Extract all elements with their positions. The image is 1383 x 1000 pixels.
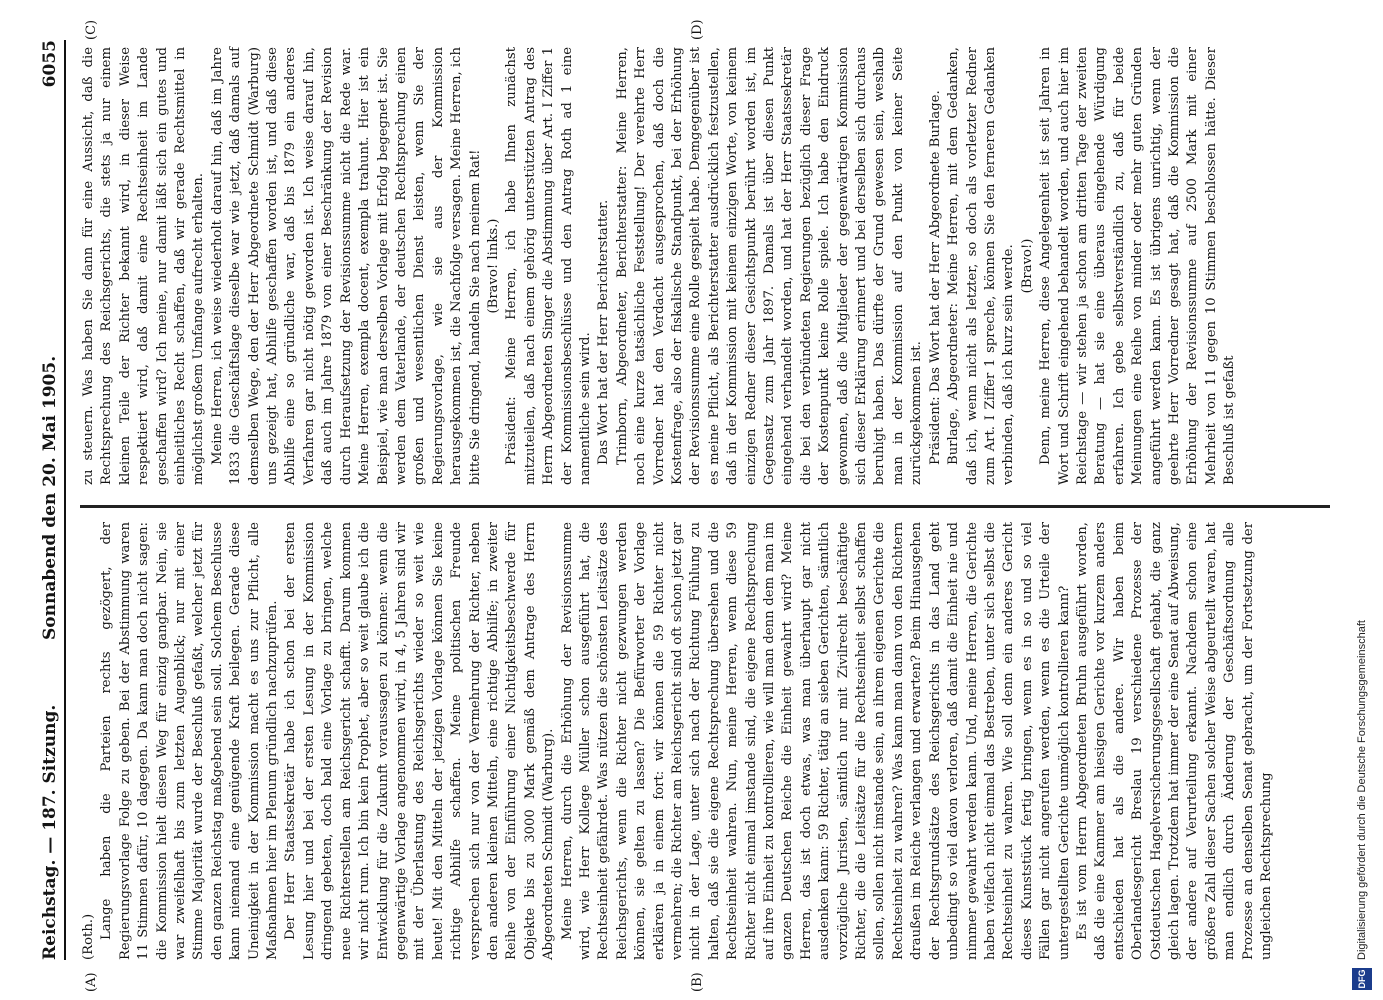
header-date: Sonnabend den 20. Mai 1905. <box>40 355 60 640</box>
dfg-logo: DFG <box>1352 968 1372 990</box>
paragraph: Trimborn, Abgeordneter, Berichterstatter: Meine Herren, noch eine kurze tatsächliche Feststellung! Der verehrte Herr Vorredner hat den Verdacht ausgesprochen, daß doch die Kostenfrage, also der fiskalische Standpunkt, bei der Erhöhung der Revisionssumme eine Rolle gespielt habe. Demgegenüber ist es meine Pflicht, als Berichterstatter ausdrücklich festzustellen, daß in der Kommission mit keinem einzigen Worte, von keinem einzigen Redner dieser Gesichtspunkt berührt worden ist, im Gegensatz zum Jahr 1897. Damals ist über diesen Punkt eingehend verhandelt worden, und hat der Herr Staatssekretär die bei den verbündeten Regierungen bezüglich dieser Frage der Kostenpunkt keine Rolle spiele. Ich habe den Eindruck gewonnen, daß die Mitglieder der gegenwärtigen Kommission sich dieser Erklärung erinnert und bei derselben sich durchaus beruhigt haben. Das dürfte der Grund gewesen sein, weshalb man in der Kommission auf den Punkt von keiner Seite zurückgekommen ist. <box>614 47 925 485</box>
paragraph: (Roth.) <box>81 913 96 960</box>
header-left: Reichstag. — 187. Sitzung. <box>40 704 60 960</box>
digitization-credit <box>1350 0 1380 990</box>
credit-text: Digitalisierung gefördert durch die Deutsche Forschungsgemeinschaft <box>1356 620 1368 960</box>
text-column-left <box>80 522 1276 960</box>
page-header <box>18 40 68 960</box>
margin-mark-a: (A) <box>84 972 99 992</box>
paragraph: Meine Herren, ich weise wiederholt darauf hin, daß im Jahre 1833 die Geschäftslage dieselbe war wie jetzt, daß damals auf demselben Wege, den der Herr Abgeordnete Schmidt (Warburg) uns gezeigt hat, Abhilfe geschaffen worden ist, und daß diese Abhilfe eine so gründliche war, daß bis 1879 ein anderes Verfahren gar nicht nötig geworden ist. Ich weise darauf hin, daß auch im Jahre 1879 von einer Beschränkung der Revision durch Heraufsetzung der Revisionssumme nicht die Rede war. Meine Herren, exempla docent, exempla trahunt. Hier ist ein Beispiel, wie man derselben Vorlage mit Erfolg begegnet ist. Sie werden dem Vaterlande, der deutschen Rechtsprechung einen großen und wesentlichen Dienst leisten, wenn Sie der Regierungsvorlage, wie sie aus der Kommission herausgekommen ist, die Nachfolge versagen. Meine Herren, ich bitte Sie dringend, handeln Sie nach meinem Rat! <box>209 47 483 485</box>
text-column-right <box>80 47 1240 485</box>
paragraph: Der Herr Staatssekretär habe ich schon bei der ersten Lesung hier und bei der ersten Lesung in der Kommission dringend gebeten, doch bald eine Vorlage zu bringen, welche neue Richterstellen am Reichsgericht schafft. Darum kommen wir nicht rum. Ich bin kein Prophet, aber so weit glaube ich die Entwicklung für die Zukunft voraussagen zu können: wenn die gegenwärtige Vorlage angenommen wird, in 4, 5 Jahren sind wir mit der Überlastung des Reichsgerichts wieder so weit wie heute! Mit den Mitteln der jetzigen Vorlage können Sie keine richtige Abhilfe schaffen. Meine politischen Freunde versprechen sich nur von der Vermehrung der Richter, neben den anderen kleinen Mitteln, eine richtige Abhilfe; in zweiter Reihe von der Einführung einer Nichtigkeitsbeschwerde für Objekte bis zu 3000 Mark gemäß dem Antrage des Herrn Abgeordneten Schmidt (Warburg). <box>283 522 557 960</box>
interjection: (Bravo! links.) <box>485 218 501 314</box>
paragraph: Burlage, Abgeordneter: Meine Herren, mit dem Gedanken, daß ich, wenn nicht als letzter, so doch als vorletzter Redner zum Art. I Ziffer 1 spreche, können Sie den ferneren Gedanken verbinden, daß ich kurz sein werde. <box>946 47 1017 485</box>
paragraph: Präsident: Das Wort hat der Herr Abgeordnete Burlage. <box>927 90 943 465</box>
margin-mark-d: (D) <box>690 19 705 40</box>
paragraph: Das Wort hat der Herr Berichterstatter. <box>596 199 612 465</box>
margin-mark-b: (B) <box>690 972 705 992</box>
paragraph: Denn, meine Herren, diese Angelegenheit ist seit Jahren in Wort und Schrift eingehend behandelt worden, und auch hier im Reichstage — wir stehen ja schon am dritten Tage der zweiten Beratung — hat sie eine überaus eingehende Würdigung erfahren. Ich gebe selbstverständlich zu, daß für beide Meinungen eine Reihe von minder oder mehr guten Gründen angeführt werden kann. Es ist übrigens unrichtig, wenn der geehrte Herr Vorredner gesagt hat, daß die Kommission die Erhöhung der Revisionssumme auf 2500 Mark mit einer Mehrheit von 11 gegen 10 Stimmen beschlossen hätte. Dieser Beschluß ist gefaßt <box>1038 47 1238 485</box>
header-rule <box>64 40 66 960</box>
paragraph: Meine Herren, durch die Erhöhung der Revisionssumme wird, wie Herr Kollege Müller schon ausgeführt hat, die Rechtseinheit gefährdet. Was nützen die schönsten Leitsätze des Reichsgerichts, wenn die Richter nicht gezwungen werden können, sie gelten zu lassen? Die Befürworter der Vorlage erklären ja in einem fort: wir können die 59 Richter nicht vermehren; die Richter am Reichsgericht sind oft schon jetzt gar nicht in der Lage, unter sich nach der Richtung Fühlung zu halten, daß sie die eigene Rechtsprechung übersehen und die Rechtseinheit wahren. Nun, meine Herren, wenn diese 59 Richter nicht einmal imstande sind, die eigene Rechtsprechung auf ihre Einheit zu kontrollieren, wie will man denn dem man im ganzen Deutschen Reiche die Einheit gewahrt wird? Meine Herren, das ist doch etwas, was man überhaupt gar nicht ausdenken kann: 59 Richter, tätig an sieben Gerichten, sämtlich vorzügliche Juristen, sämtlich nur mit Zivilrecht beschäftigte Richter, die die Leitsätze für die Rechtseinheit selbst schaffen sollen, sollen nicht imstande sein, an ihrem eigenen Gerichte die Rechtseinheit zu wahren? Was kann man dann von den Richtern draußen im Reiche verlangen und erwarten? Beim Hinausgehen der Rechtsgrundsätze des Reichsgerichts in das Land geht unbedingt so viel davon verloren, daß damit die Einheit nie und nimmer gewahrt werden kann. Und, meine Herren, die Gerichte haben vielfach nicht einmal das Bestreben, unter sich selbst die Rechtseinheit zu wahren. Wie soll denn ein anderes Gericht dieses Kunststück fertig bringen, wenn es in so und so viel Fällen gar nicht angerufen werden, wenn es die Urteile der untergestellten Gerichte unmöglich kontrollieren kann? <box>559 522 1072 960</box>
column-rule <box>80 505 1330 508</box>
paragraph: Lange haben die Parteien rechts gezögert, der Regierungsvorlage Folge zu geben. Bei der Abstimmung waren 11 Stimmen dafür, 10 dagegen. Da kann man doch nicht sagen: die Kommission hielt diesen Weg für einzig gangbar. Nein, sie war zweifelhaft bis zum letzten Augenblick; nur mit einer Stimme Majorität wurde der Beschluß gefaßt, welcher jetzt für den ganzen Reichstag maßgebend sein soll. Solchem Beschlusse kann niemand eine genügende Kraft beilegen. Gerade diese Uneinigkeit in der Kommission macht es uns zur Pflicht, alle Maßnahmen hier im Plenum gründlich nachzuprüfen. <box>99 522 281 960</box>
paragraph: Es ist vom Herrn Abgeordneten Bruhn ausgeführt worden, daß die eine Kammer am hiesigen Gerichte vor kurzem anders entschieden hat als die andere. Wir haben beim Oberlandesgericht Breslau 19 verschiedene Prozesse der Ostdeutschen Hagelversicherungsgesellschaft gehabt, die ganz gleich lagen. Trotzdem hat immer der eine Senat auf Abweisung, der andere auf Verurteilung erkannt. Nachdem schon eine größere Zahl dieser Sachen solcher Weise abgeurteilt waren, hat man endlich durch Änderung der Geschäftsordnung alle Prozesse an denselben Senat gebracht, um der Fortsetzung der ungleichen Rechtsprechung <box>1074 522 1274 960</box>
paragraph: zu steuern. Was haben Sie dann für eine Aussicht, daß die Rechtsprechung des Reichsgerichts, die stets ja nur einem kleinen Teile der Richter bekannt wird, in dieser Weise respektiert wird, daß damit eine Rechtseinheit im Lande geschaffen wird? Ich meine, nur damit läßt sich ein gutes und einheitliches Recht schaffen, daß wir gerade Rechtsmittel in möglichst großem Umfange aufrecht erhalten. <box>81 47 207 485</box>
paragraph: Präsident: Meine Herren, ich habe Ihnen zunächst mitzuteilen, daß nach einem gehörig unterstützten Antrag des Herrn Abgeordneten Singer die Abstimmung über Art. I Ziffer 1 der Kommissionsbeschlüsse und den Antrag Roth ad 1 eine namentliche sein wird. <box>504 47 593 485</box>
margin-mark-c: (C) <box>84 19 99 40</box>
page-number: 6055 <box>40 40 60 88</box>
interjection: (Bravo!) <box>1019 238 1035 294</box>
